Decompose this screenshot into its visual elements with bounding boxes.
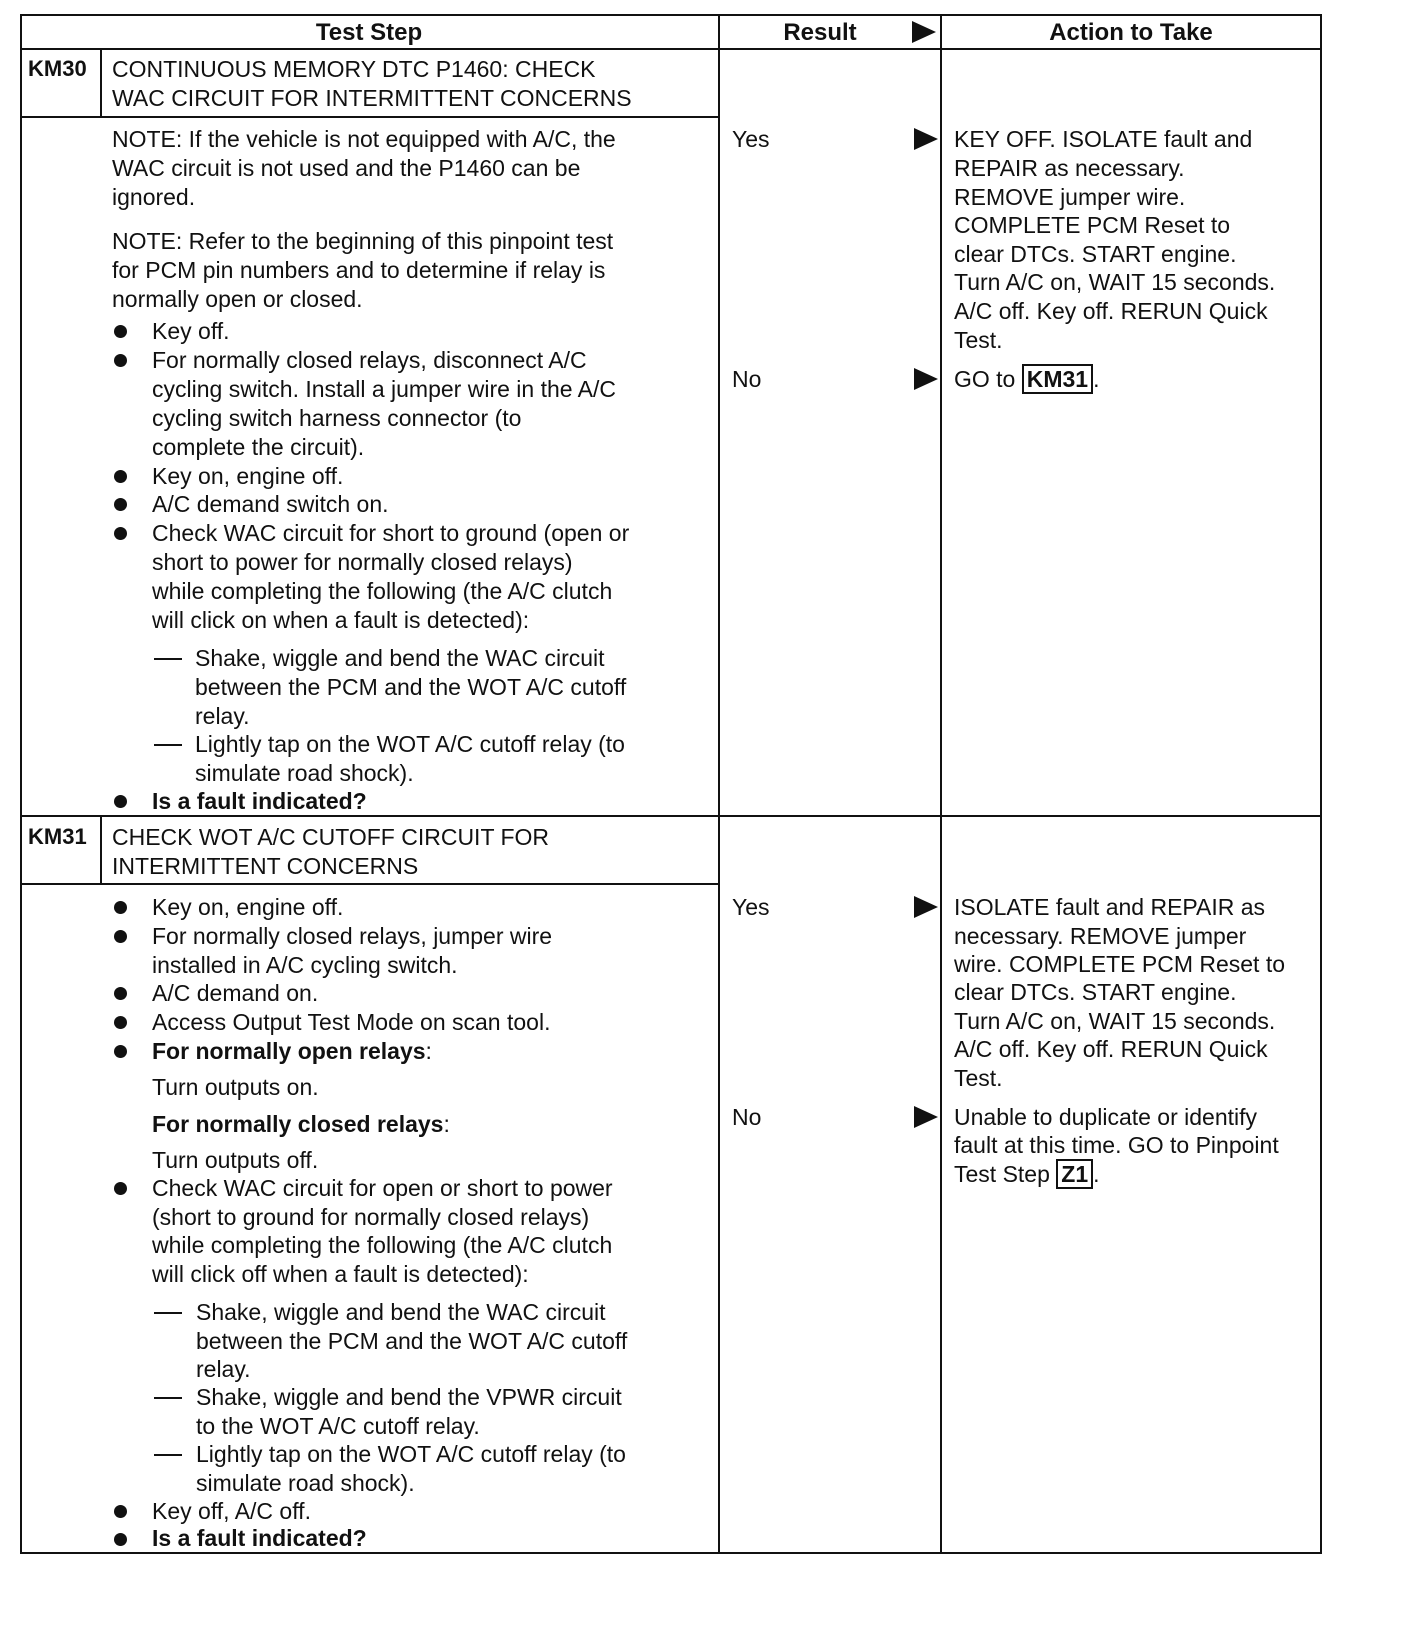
km31-code-divider [100, 815, 102, 885]
colon: : [425, 1038, 432, 1064]
km31-no-action-line: Unable to duplicate or identify [954, 1104, 1258, 1130]
step-code-km31: KM31 [28, 824, 87, 849]
km30-bullet-line: A/C demand switch on. [152, 491, 389, 517]
km30-bullet-line: while completing the following (the A/C clutch [152, 578, 613, 604]
arrow-right-icon [914, 128, 938, 150]
bullet-icon [114, 527, 127, 540]
dash-icon [154, 1454, 182, 1456]
km31-bullet-line: Access Output Test Mode on scan tool. [152, 1009, 551, 1035]
km31-yes-action-line: Turn A/C on, WAIT 15 seconds. [954, 1008, 1276, 1034]
km31-no-action-prefix: Test Step [954, 1161, 1057, 1187]
km31-dash-line: Shake, wiggle and bend the VPWR circuit [196, 1384, 622, 1410]
km31-yes-action-line: clear DTCs. START engine. [954, 979, 1237, 1005]
bullet-icon [114, 354, 127, 367]
table-right-border [1320, 14, 1322, 1554]
km31-yes-action-line: necessary. REMOVE jumper [954, 923, 1247, 949]
km30-yes-action-line: REPAIR as necessary. [954, 155, 1185, 181]
bullet-icon [114, 901, 127, 914]
km30-title-line: WAC CIRCUIT FOR INTERMITTENT CONCERNS [112, 85, 632, 111]
km30-bullet-line: cycling switch. Install a jumper wire in the A/C [152, 376, 617, 402]
arrow-right-icon [914, 896, 938, 918]
km30-bullet-line: complete the circuit). [152, 434, 365, 460]
km30-dash-line: relay. [195, 703, 250, 729]
km30-question: Is a fault indicated? [152, 788, 367, 814]
km30-result-yes: Yes [732, 126, 770, 152]
km30-yes-action-line: clear DTCs. START engine. [954, 241, 1237, 267]
km30-no-action [954, 364, 1100, 394]
table-left-border [20, 14, 22, 1554]
dash-icon [154, 1312, 182, 1314]
km31-open-relays [152, 1036, 432, 1066]
km31-last-bullet: Key off, A/C off. [152, 1498, 311, 1524]
km30-yes-action-line: REMOVE jumper wire. [954, 184, 1186, 210]
bullet-icon [114, 1505, 127, 1518]
km31-bullet-line: Key on, engine off. [152, 894, 344, 920]
km30-note1-line: NOTE: If the vehicle is not equipped with A/C, the [112, 126, 616, 152]
km31-no-action-last [954, 1159, 1100, 1189]
km30-dash-line: Shake, wiggle and bend the WAC circuit [195, 645, 605, 671]
km31-yes-action-line: A/C off. Key off. RERUN Quick [954, 1036, 1268, 1062]
km31-dash-line: simulate road shock). [196, 1470, 415, 1496]
km30-code-divider [100, 48, 102, 118]
km30-title-line: CONTINUOUS MEMORY DTC P1460: CHECK [112, 56, 596, 82]
bullet-icon [114, 1016, 127, 1029]
km31-bullet-line: For normally closed relays, jumper wire [152, 923, 553, 949]
km30-yes-action-line: COMPLETE PCM Reset to [954, 212, 1231, 238]
action-column-divider [940, 14, 942, 1554]
pinpoint-test-table [20, 14, 1390, 1628]
km31-bullet-line: installed in A/C cycling switch. [152, 952, 458, 978]
bullet-icon [114, 1182, 127, 1195]
bullet-icon [114, 930, 127, 943]
arrow-right-icon [914, 368, 938, 390]
km30-title-bottom [20, 116, 720, 118]
km31-dash-line: Shake, wiggle and bend the WAC circuit [196, 1299, 606, 1325]
bullet-icon [114, 795, 127, 808]
km31-open-text: Turn outputs on. [152, 1074, 319, 1100]
bullet-icon [114, 325, 127, 338]
dash-icon [154, 1397, 182, 1399]
km31-check-line: while completing the following (the A/C clutch [152, 1232, 613, 1258]
bullet-icon [114, 1045, 127, 1058]
km31-result-no: No [732, 1104, 762, 1130]
km31-check-line: (short to ground for normally closed relays) [152, 1204, 590, 1230]
km31-result-yes: Yes [732, 894, 770, 920]
km30-note2-line: normally open or closed. [112, 286, 363, 312]
result-column-divider [718, 14, 720, 1554]
header-test-step: Test Step [315, 19, 423, 46]
km30-note1-line: ignored. [112, 184, 196, 210]
km31-title-line: INTERMITTENT CONCERNS [112, 853, 419, 879]
km30-note2-line: for PCM pin numbers and to determine if relay is [112, 257, 606, 283]
km31-title-line: CHECK WOT A/C CUTOFF CIRCUIT FOR [112, 824, 550, 850]
km30-dash-line: between the PCM and the WOT A/C cutoff [195, 674, 627, 700]
bullet-icon [114, 987, 127, 1000]
km31-closed-text: Turn outputs off. [152, 1147, 319, 1173]
km30-no-action-suffix: . [1093, 366, 1100, 392]
km31-check-line: Check WAC circuit for open or short to power [152, 1175, 613, 1201]
km30-bullet-line: For normally closed relays, disconnect A/C [152, 347, 587, 373]
km30-dash-line: simulate road shock). [195, 760, 414, 786]
km30-note1-line: WAC circuit is not used and the P1460 can be [112, 155, 581, 181]
header-action: Action to Take [1049, 19, 1213, 46]
km30-yes-action-line: Turn A/C on, WAIT 15 seconds. [954, 269, 1276, 295]
km30-bullet-line: will click on when a fault is detected): [152, 607, 530, 633]
arrow-right-icon [914, 1106, 938, 1128]
km30-bullet-line: Key off. [152, 318, 230, 344]
dash-icon [154, 658, 182, 660]
km31-question: Is a fault indicated? [152, 1525, 367, 1551]
km31-yes-action-line: Test. [954, 1065, 1003, 1091]
km30-bullet-line: cycling switch harness connector (to [152, 405, 522, 431]
km31-no-action-line: fault at this time. GO to Pinpoint [954, 1132, 1279, 1158]
step-link-z1[interactable]: Z1 [1056, 1159, 1093, 1189]
km31-closed-label: For normally closed relays [152, 1111, 444, 1137]
km30-result-no: No [732, 366, 762, 392]
km31-dash-line: relay. [196, 1356, 251, 1382]
km31-dash-line: between the PCM and the WOT A/C cutoff [196, 1328, 628, 1354]
km31-bullet-line: A/C demand on. [152, 980, 319, 1006]
km31-yes-action-line: wire. COMPLETE PCM Reset to [954, 951, 1286, 977]
km31-open-label: For normally open relays [152, 1038, 426, 1064]
colon: : [443, 1111, 450, 1137]
km30-yes-action-line: KEY OFF. ISOLATE fault and [954, 126, 1253, 152]
bullet-icon [114, 1533, 127, 1546]
km30-yes-action-line: A/C off. Key off. RERUN Quick [954, 298, 1268, 324]
km30-bullet-line: Key on, engine off. [152, 463, 344, 489]
km31-title-bottom [20, 883, 720, 885]
header-arrow-icon [912, 21, 936, 43]
km31-dash-line: to the WOT A/C cutoff relay. [196, 1413, 480, 1439]
km31-yes-action-line: ISOLATE fault and REPAIR as [954, 894, 1266, 920]
km31-no-action-suffix: . [1093, 1161, 1100, 1187]
step-link-km31[interactable]: KM31 [1022, 364, 1093, 394]
km30-yes-action-line: Test. [954, 327, 1003, 353]
km31-check-line: will click off when a fault is detected): [152, 1261, 529, 1287]
km30-bullet-line: Check WAC circuit for short to ground (open or [152, 520, 630, 546]
km30-dash-line: Lightly tap on the WOT A/C cutoff relay (to [195, 731, 625, 757]
bullet-icon [114, 470, 127, 483]
step-code-km30: KM30 [28, 56, 87, 81]
km30-note2-line: NOTE: Refer to the beginning of this pinpoint test [112, 228, 614, 254]
header-result: Result [783, 19, 857, 46]
km31-dash-line: Lightly tap on the WOT A/C cutoff relay (to [196, 1441, 626, 1467]
km31-closed-relays [152, 1109, 450, 1139]
dash-icon [154, 744, 182, 746]
km30-no-action-prefix: GO to [954, 366, 1022, 392]
bullet-icon [114, 498, 127, 511]
km30-bullet-line: short to power for normally closed relays) [152, 549, 573, 575]
